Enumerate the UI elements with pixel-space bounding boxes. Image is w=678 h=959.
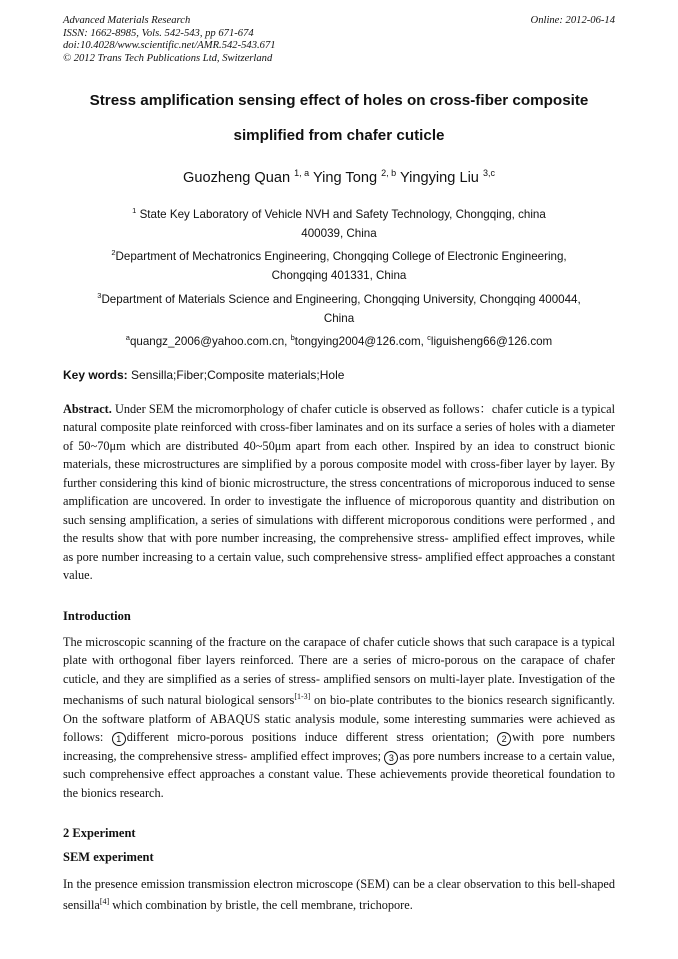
intro-text: with pore numbers increasing, the comprehensive stress- amplified effect improves;: [63, 730, 615, 763]
author-name: Guozheng Quan: [182, 170, 291, 186]
email-address: liguisheng66@126.com: [430, 335, 553, 348]
author-affiliation-mark: 1, a: [294, 168, 310, 178]
affiliation-mark: 2: [111, 248, 116, 257]
doi-line: doi:10.4028/www.scientific.net/AMR.542-543.671: [63, 40, 276, 52]
abstract-text: Under SEM the micromorphology of chafer cuticle is observed as follows：chafer cuticle is a typical natural composite plate reinforced with cross-fiber laminates and on its surface a series of holes with a diameter of 50~70μm which are distributed 40~50μm apart from each other. Inspired by an idea to construct bionic materials, these microstructures are simplified by a porous composite model with cross-fiber layer by layer. By further considering this kind of bionic microstructure, the stress concentrations of microporous induced to sense amplification are uncovered. In order to investigate the influence of microporous quantity and distribution on such sensing amplification, a series of simulations with different microporous conditions were performed , and the results show that with pore number increasing, the comprehensive stress- amplified effect improves, while as pore number increasing to a certain value, such comprehensive stress- amplified effect approaches a constant value.: [63, 402, 615, 583]
affiliation-1: [60, 201, 618, 243]
keywords-label: Key words:: [63, 368, 128, 382]
sem-paragraph: [63, 875, 615, 915]
sem-text: In the presence emission transmission electron microscope (SEM) can be a clear observation to this bell-shaped sensilla: [63, 877, 615, 913]
affiliation-3: [60, 286, 618, 328]
affiliation-2: [60, 243, 618, 285]
intro-text: different micro-porous positions induce different stress orientation;: [126, 730, 498, 745]
copyright-line: © 2012 Trans Tech Publications Ltd, Switzerland: [63, 52, 273, 64]
paper-title-line-2: simplified from chafer cuticle: [233, 127, 445, 144]
circled-number-1: 1: [112, 732, 126, 746]
email-list: [60, 328, 618, 351]
introduction-paragraph: [63, 633, 615, 802]
introduction-heading: Introduction: [63, 609, 131, 623]
citation: [4]: [99, 897, 110, 907]
sem-text: which combination by bristle, the cell membrane, trichopore.: [109, 898, 413, 913]
online-date: Online: 2012-06-14: [530, 15, 615, 26]
abstract-label: Abstract.: [63, 402, 112, 416]
paper-title-line-1: Stress amplification sensing effect of holes on cross-fiber composite: [89, 92, 589, 109]
author-affiliation-mark: 2, b: [381, 168, 397, 178]
issn-line: ISSN: 1662-8985, Vols. 542-543, pp 671-674: [63, 27, 254, 39]
affiliation-mark: 1: [132, 206, 137, 215]
journal-header: [63, 15, 615, 65]
author-name: Ying Tong: [312, 170, 378, 186]
affiliation-text: Department of Mechatronics Engineering, Chongqing College of Electronic Engineering,: [115, 250, 567, 263]
circled-number-3: 3: [384, 751, 398, 765]
author-list: [40, 168, 638, 186]
journal-name: Advanced Materials Research: [63, 15, 191, 26]
citation: [1-3]: [294, 692, 311, 702]
intro-text: on bio-plate contributes to the bionics research significantly. On the software platform of ABAQUS static analysis module, some interesting summaries were achieved as follows:: [63, 693, 615, 745]
experiment-heading: 2 Experiment: [63, 826, 136, 840]
email-mark: c: [427, 333, 431, 342]
email-mark: b: [290, 333, 295, 342]
keywords: [63, 368, 344, 382]
keywords-value: Sensilla;Fiber;Composite materials;Hole: [131, 368, 345, 382]
email-address: tongying2004@126.com,: [294, 335, 424, 348]
abstract: [63, 400, 615, 585]
affiliation-text: China: [323, 312, 355, 325]
author-name: Yingying Liu: [399, 170, 479, 186]
circled-number-2: 2: [497, 732, 511, 746]
intro-text: as pore numbers increase to a certain value, such comprehensive effect approaches a constant value. These achievements provide theoretical foundation to the bionics research.: [63, 748, 615, 800]
affiliation-text: State Key Laboratory of Vehicle NVH and Safety Technology, Chongqing, china: [139, 208, 546, 221]
sem-experiment-heading: SEM experiment: [63, 850, 154, 864]
affiliation-text: Chongqing 401331, China: [271, 269, 407, 282]
intro-text: The microscopic scanning of the fracture on the carapace of chafer cuticle shows that such carapace is a typical plate with orthogonal fiber layers reinforced. There are a series of micro-porous on the carapace of chafer cuticle, and they are simplified as a series of stress- amplified sensors on multi-layer plate. Investigation of the mechanisms of such natural biological sensors: [63, 635, 615, 708]
affiliation-text: 400039, China: [301, 227, 377, 240]
affiliation-mark: 3: [97, 291, 102, 300]
email-address: quangz_2006@yahoo.com.cn,: [129, 335, 288, 348]
affiliation-text: Department of Materials Science and Engineering, Chongqing University, Chongqing 400044,: [101, 293, 581, 306]
email-mark: a: [125, 333, 130, 342]
author-affiliation-mark: 3,c: [482, 168, 495, 178]
